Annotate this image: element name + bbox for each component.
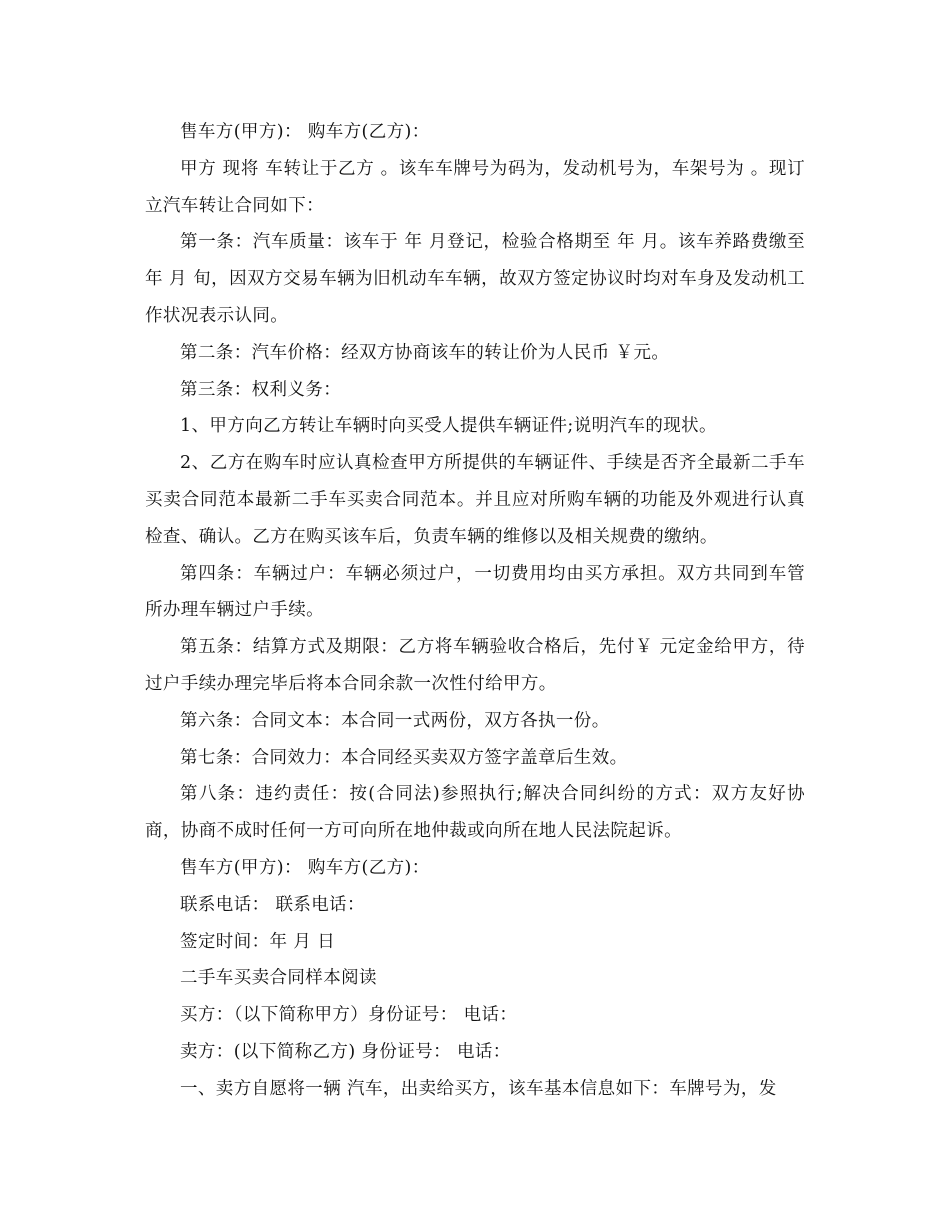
- paragraph-sample-title: 二手车买卖合同样本阅读: [180, 968, 377, 989]
- paragraph-article-5-payment: 第五条：结算方式及期限：乙方将车辆验收合格后，先付￥ 元定金给甲方，待过户手续办理完毕后将本合同余款一次性付给甲方。: [145, 637, 805, 694]
- paragraph-article-3-rights: 第三条：权利义务：: [180, 379, 342, 400]
- paragraph-clause-2: 2、乙方在购车时应认真检查甲方所提供的车辆证件、手续是否齐全最新二手车买卖合同范本最新二手车买卖合同范本。并且应对所购车辆的功能及外观进行认真检查、确认。乙方在购买该车后，负责车辆的维修以及相关规费的缴纳。: [145, 453, 805, 547]
- paragraph-article-2-price: 第二条：汽车价格：经双方协商该车的转让价为人民币 ￥元。: [180, 342, 670, 363]
- paragraph-signing-date: 签定时间：年 月 日: [180, 931, 336, 952]
- contract-body: [145, 114, 805, 1108]
- paragraph-signature-parties: 售车方(甲方)： 购车方(乙方)：: [180, 857, 430, 878]
- paragraph-buyer-info: 买方：（以下简称甲方）身份证号： 电话：: [180, 1005, 518, 1026]
- paragraph-article-4-transfer: 第四条：车辆过户：车辆必须过户，一切费用均由买方承担。双方共同到车管所办理车辆过户手续。: [145, 563, 805, 621]
- paragraph-clause-one-vehicle: 一、卖方自愿将一辆 汽车，出卖给买方，该车基本信息如下：车牌号为，发: [180, 1078, 777, 1099]
- paragraph-article-6-copies: 第六条：合同文本：本合同一式两份，双方各执一份。: [180, 710, 610, 731]
- paragraph-clause-1: 1、甲方向乙方转让车辆时向买受人提供车辆证件;说明汽车的现状。: [180, 416, 717, 437]
- paragraph-transfer-intro: 甲方 现将 车转让于乙方 。该车车牌号为码为，发动机号为，车架号为 。现订立汽车转让合同如下：: [145, 158, 805, 216]
- paragraph-article-8-liability: 第八条：违约责任：按(合同法)参照执行;解决合同纠纷的方式：双方友好协商，协商不成时任何一方可向所在地仲裁或向所在地人民法院起诉。: [145, 784, 805, 842]
- paragraph-seller-buyer-header: 售车方(甲方)： 购车方(乙方)：: [180, 122, 430, 142]
- paragraph-seller-info: 卖方：(以下简称乙方) 身份证号： 电话：: [180, 1041, 511, 1062]
- paragraph-article-7-effect: 第七条：合同效力：本合同经买卖双方签字盖章后生效。: [180, 747, 628, 768]
- paragraph-article-1-quality: 第一条：汽车质量：该车于 年 月登记，检验合格期至 年 月。该车养路费缴至 年 月 旬，因双方交易车辆为旧机动车车辆，故双方签定协议时均对车身及发动机工作状况表示认同。: [145, 232, 805, 326]
- paragraph-contact-phones: 联系电话： 联系电话：: [180, 894, 365, 915]
